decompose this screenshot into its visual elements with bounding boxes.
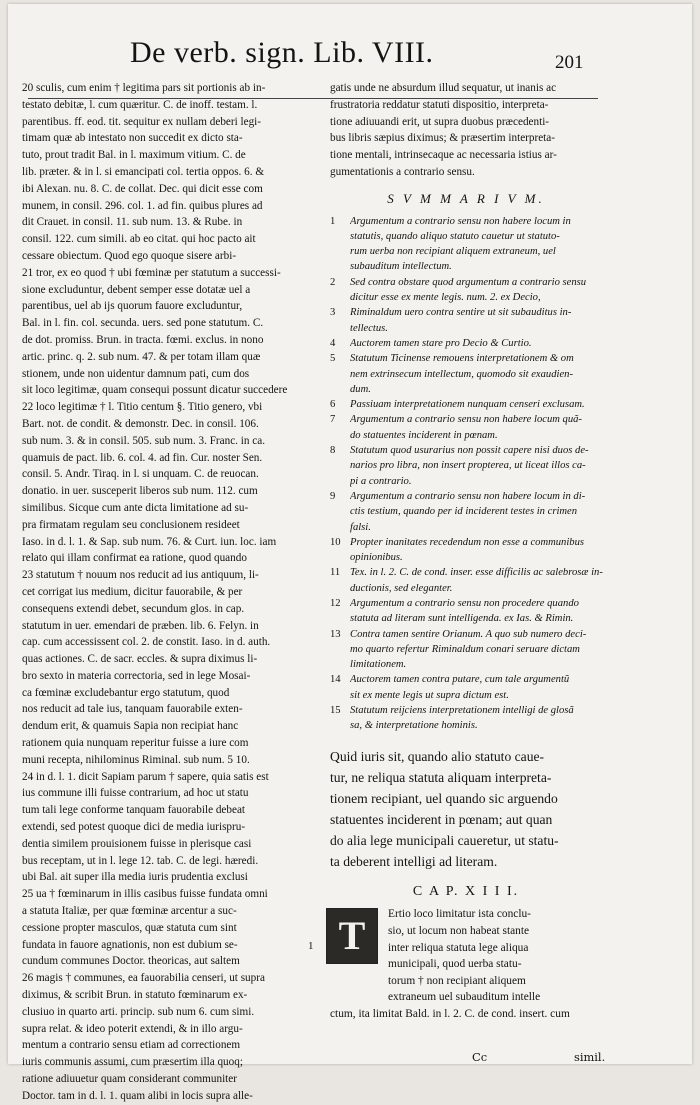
text-line: tellectus.: [350, 322, 388, 334]
summarium-item: [330, 214, 602, 275]
text-line: muni recepta, nihilominus Riminal. sub num. 5 10.: [22, 753, 250, 766]
summarium-number: 1: [330, 215, 336, 227]
text-line: 26 magis † communes, ea fauorabilia censeri, ut supra: [22, 972, 265, 985]
summarium-text: [350, 443, 589, 489]
text-line: ca fœminæ excludebantur ergo statutum, quod: [22, 686, 230, 699]
text-line: rationem quia nunquam reperitur fuisse a iure com: [22, 737, 249, 750]
text-line: bus receptam, ut in l. lege 12. tab. C. de legi. hæredi.: [22, 854, 259, 867]
text-line: tione mentali, intrinsecaque ac necessaria istius ar-: [330, 149, 557, 162]
text-line: tur, ne reliqua statuta aliquam interpreta-: [330, 769, 552, 785]
text-line: 21 tror, ex eo quod † ubi fœminæ per statutum a successi-: [22, 266, 281, 279]
summarium-item: [330, 565, 602, 596]
text-line: cundum communes Doctor. theoricas, aut saltem: [22, 955, 240, 968]
text-line: clusiuo in quarto arti. princip. sub num 6. cum simi.: [22, 1005, 255, 1018]
summarium-item: [330, 535, 602, 566]
text-line: consil. 122. cum simili. ab eo citat. qui hoc pacto ait: [22, 233, 256, 246]
text-line: subauditum intellectum.: [350, 261, 452, 273]
text-line: supra relat. & ideo poterit extendi, & in illo argu-: [22, 1022, 243, 1035]
summarium-text: [350, 565, 603, 596]
text-line: Argumentum a contrario sensu non habere locum in di-: [350, 490, 586, 502]
text-line: ta deberent intelligi ad literam.: [330, 853, 498, 869]
summarium-number: 14: [330, 674, 341, 686]
summarium-text: [350, 412, 582, 443]
text-line: ductionis, sed eleganter.: [350, 582, 453, 594]
text-line: Iaso. in d. l. 1. & Sap. sub num. 76. & Curt. iun. loc. iam: [22, 535, 277, 548]
initial-letter: T: [338, 913, 366, 959]
text-line: fundata in fauore agnationis, non est dubium se-: [22, 938, 238, 951]
summarium-number: 10: [330, 536, 341, 548]
summarium-number: 4: [330, 337, 336, 349]
summarium-number: 12: [330, 598, 341, 609]
text-line: pra firmatam regulam seu conclusionem resideet: [22, 518, 240, 531]
text-line: tionem recipiant, uel quando sic arguendo: [330, 790, 558, 806]
text-line: cet corrigat ius medium, dicitur fauorabile, & per: [22, 585, 243, 598]
text-line: timam quæ ab intestato non succedit ex dicto sta-: [22, 132, 243, 145]
text-line: similibus. Sicque cum ante dicta limitatione ad su-: [22, 501, 249, 514]
text-line: iuris communis assumi, cum præsertim illa quoq;: [22, 1056, 243, 1069]
text-line: sit ex mente legis ut supra dictum est.: [350, 689, 509, 701]
text-line: Sed contra obstare quod argumentum a contrario sensu: [350, 276, 587, 288]
text-line: cessare obiectum. Quod ego quoque sisere arbi-: [22, 249, 237, 262]
summarium-title: S V M M A R I V M.: [387, 190, 545, 206]
summarium-item: [330, 275, 602, 306]
marginal-number: 1: [308, 940, 314, 953]
text-line: falsi.: [350, 521, 371, 533]
question-paragraph: [330, 746, 602, 872]
text-line: Statutum reijciens interpretationem intelligi de glosã: [350, 705, 574, 717]
text-line: ius commune illi fuisse contrarium, ad hoc ut statu: [22, 787, 249, 800]
text-line: 22 loco legitimæ † l. Titio centum §. Titio genero, vbi: [22, 401, 263, 414]
text-line: narios pro libra, non insert propterea, ut liceat illos ca-: [350, 460, 586, 472]
summarium-text: [350, 397, 585, 412]
text-line: Argumentum a contrario sensu non habere locum in: [350, 215, 571, 227]
book-page: [8, 4, 692, 1102]
summarium-text: [350, 627, 586, 673]
text-line: relato qui illam confirmat ea ratione, quod quando: [22, 552, 247, 565]
ornamental-initial: [326, 908, 378, 964]
text-line: dum.: [350, 383, 371, 395]
summarium-number: 13: [330, 628, 341, 640]
text-line: Passiuam interpretationem nunquam censeri exclusam.: [350, 399, 585, 411]
text-line: a statuta Italiæ, per quæ fœminæ arcentur a suc-: [22, 905, 237, 918]
text-line: quamuis de pact. lib. 6. col. 4. ad fin. Cur. noster Sen.: [22, 451, 263, 464]
text-line: nos reducit ad tale ius, tanquam fauorabile exten-: [22, 703, 243, 716]
text-line: parentibus. ff. eod. tit. sequitur ex nullam deberi legi-: [22, 115, 262, 128]
summarium-item: [330, 703, 602, 734]
text-line: quas actiones. C. de sacr. eccles. & supra diximus li-: [22, 653, 258, 666]
summarium-text: [350, 596, 579, 627]
text-line: testato debitæ, l. cum quæritur. C. de inoff. testam. l.: [22, 98, 258, 111]
text-line: artic. princ. q. 2. sub num. 47. & per totam illam quæ: [22, 350, 261, 363]
summarium-text: [350, 305, 571, 336]
text-line: consequens extendi debet, secundum glos. in cap.: [22, 602, 245, 615]
text-line: extraneum uel subauditum intelle: [388, 991, 541, 1004]
summarium-item: [330, 351, 602, 397]
text-line: parentibus, uel ab ijs quorum fauore excluduntur,: [22, 300, 243, 313]
text-line: tuto, prout tradit Bal. in l. maximum vitium. C. de: [22, 149, 246, 162]
catchword: simil.: [574, 1050, 606, 1064]
text-line: Auctorem tamen contra putare, cum tale argumentũ: [350, 674, 570, 686]
left-column: [22, 80, 324, 1105]
summarium-text: [350, 672, 569, 703]
text-line: municipali, quod uerba statu-: [388, 958, 522, 971]
text-line: dentia similem prouisionem fuisse in plerisque casi: [22, 837, 252, 850]
text-line: 23 statutum † nouum nos reducit ad ius antiquum, li-: [22, 569, 259, 582]
text-line: lib. præter. & in l. si emancipati col. tertia oppos. 6. &: [22, 165, 265, 178]
summarium-item: [330, 596, 602, 627]
text-line: sit loco legitimæ, quam consequi possunt dicatur succedere: [22, 384, 288, 397]
text-line: ctum, ita limitat Bald. in l. 2. C. de cond. insert. cum: [330, 1008, 570, 1021]
summarium-number: 3: [330, 307, 336, 319]
text-line: Riminaldum uero contra sentire ut sit subauditus in-: [350, 307, 572, 319]
text-line: sa, & interpretatione hominis.: [350, 720, 478, 732]
text-line: torum † non recipiant aliquem: [388, 974, 526, 987]
text-line: dit Crauet. in consil. 11. sub num. 13. & Rube. in: [22, 216, 243, 229]
text-line: statutis, quando aliquo statuto cauetur ut statuto-: [350, 230, 560, 242]
text-line: Ertio loco limitatur ista conclu-: [388, 908, 531, 921]
summarium-number: 5: [330, 353, 336, 365]
text-line: sio, ut locum non habeat stante: [388, 925, 530, 938]
summarium-item: [330, 672, 602, 703]
summarium-list: [330, 214, 602, 734]
text-line: mentum a contrario sensu etiam ad correctionem: [22, 1039, 241, 1052]
folio-number: 201: [555, 52, 584, 73]
text-line: de dot. promiss. Brun. in tracta. fœmi. exclus. in nono: [22, 333, 264, 346]
text-line: 20 sculis, cum enim † legitima pars sit portionis ab in-: [22, 82, 266, 94]
text-line: gatis unde ne absurdum illud sequatur, ut inanis ac: [330, 82, 557, 94]
text-line: ratione adiuuetur quam considerant communiter: [22, 1073, 237, 1086]
right-column-intro: [330, 80, 602, 181]
summarium-number: 8: [330, 445, 336, 457]
text-line: inter reliqua statuta lege aliqua: [388, 941, 529, 954]
text-line: sione excluduntur, debent semper esse dotatæ uel a: [22, 283, 251, 296]
text-line: mo quarto refertur Riminaldum conari seruare dictam: [350, 643, 580, 655]
text-line: statutum in uer. emendari de præben. lib. 6. Felyn. in: [22, 619, 259, 632]
summarium-item: [330, 397, 602, 412]
text-line: Statutum quod usurarius non possit capere nisi duos de-: [350, 445, 589, 457]
text-line: tione adiuuandi erit, ut supra duobus præcedenti-: [330, 115, 550, 128]
text-line: do alia lege municipali caueretur, ut statu-: [330, 832, 559, 848]
text-line: donatio. in uer. susceperit liberos sub num. 112. cum: [22, 485, 258, 498]
summarium-text: [350, 489, 585, 535]
text-line: Doctor. tam in d. l. 1. quam alibi in locis supra alle-: [22, 1089, 253, 1102]
text-line: Argumentum a contrario sensu non procedere quando: [350, 598, 579, 609]
summarium-item: [330, 305, 602, 336]
page-header: [8, 28, 692, 76]
summarium-number: 7: [330, 414, 336, 426]
text-line: nem extrinsecum intellectum, quomodo sit exaudien-: [350, 368, 573, 380]
text-line: sub num. 3. & in consil. 505. sub num. 3. Franc. in ca.: [22, 434, 266, 447]
text-line: munem, in consil. 296. col. 1. ad fin. quibus plures ad: [22, 199, 263, 212]
text-line: dicitur esse ex mente legis. num. 2. ex Decio,: [350, 292, 541, 304]
text-line: Bart. not. de condit. & demonstr. Dec. in consil. 106.: [22, 417, 259, 430]
text-line: Quid iuris sit, quando alio statuto caue-: [330, 748, 545, 764]
text-line: ibi Alexan. nu. 8. C. de collat. Dec. qui dicit esse com: [22, 182, 263, 195]
summarium-text: [350, 214, 571, 275]
summarium-text: [350, 275, 586, 306]
text-line: statuta ad literam sunt intelligenda. ex Ias. & Rimin.: [350, 613, 574, 625]
summarium-item: [330, 489, 602, 535]
text-line: frustratoria reddatur statuti dispositio, interpreta-: [330, 98, 549, 111]
summarium-number: 9: [330, 490, 336, 502]
text-line: ubi Bal. ait super illa media iuris prudentia exclusi: [22, 871, 248, 884]
text-line: bro sexto in materia correctoria, sed in lege Mosai-: [22, 669, 251, 682]
chapter-title: C A P. X I I I.: [412, 883, 520, 899]
text-line: Bal. in l. fin. col. secunda. uers. sed pone statutum. C.: [22, 317, 264, 330]
text-line: pi a contrario.: [350, 475, 412, 487]
text-line: dendum erit, & quamuis Sapia non recipiat hanc: [22, 720, 239, 733]
text-line: do statuentes inciderent in pœnam.: [350, 429, 498, 441]
text-line: cessione propter masculos, quæ statuta cum sint: [22, 921, 237, 934]
text-line: diximus, & scribit Brun. in statuto fœminarum ex-: [22, 989, 248, 1002]
text-line: 24 in d. l. 1. dicit Sapiam parum † sapere, quia satis est: [22, 770, 269, 783]
text-line: opinionibus.: [350, 552, 403, 564]
signature-mark: Cc: [472, 1050, 488, 1064]
summarium-text: [350, 336, 532, 351]
summarium-number: 6: [330, 399, 336, 411]
text-line: ctis testium, quando per id inciderent testes in crimen: [350, 506, 578, 518]
text-line: 25 ua † fœminarum in illis casibus fuisse fundata omni: [22, 888, 268, 901]
summarium-text: [350, 703, 574, 734]
text-line: rum uerba non recipiant aliquem extraneum, uel: [350, 246, 556, 258]
text-line: Contra tamen sentire Orianum. A quo sub numero deci-: [350, 628, 587, 640]
text-line: cap. cum accessissent col. 2. de constit. Iaso. in d. auth.: [22, 636, 271, 649]
running-title: De verb. sign. Lib. VIII.: [130, 36, 434, 69]
text-line: Statutum Ticinense remouens interpretationem & om: [350, 353, 574, 365]
text-line: gumentationis a contrario sensu.: [330, 165, 475, 178]
summarium-text: [350, 351, 574, 397]
text-line: stionem, unde non uidentur damnum pati, cum dos: [22, 367, 250, 380]
text-line: statuentes inciderent in pœnam; aut quan: [330, 811, 553, 827]
summarium-item: [330, 336, 602, 351]
text-line: Auctorem tamen stare pro Decio & Curtio.: [350, 337, 532, 349]
text-line: Tex. in l. 2. C. de cond. inser. esse difficilis ac salebrosæ in-: [350, 567, 603, 579]
summarium-number: 11: [330, 567, 341, 579]
summarium-text: [350, 535, 584, 566]
summarium-number: 15: [330, 705, 341, 717]
summarium-item: [330, 443, 602, 489]
text-line: bus libris sæpius diximus; & præsertim interpreta-: [330, 132, 555, 145]
summarium-item: [330, 627, 602, 673]
text-line: consil. 5. Andr. Tiraq. in l. si unquam. C. de reuocan.: [22, 468, 259, 481]
text-line: Propter inanitates recedendum non esse a communibus: [350, 536, 585, 548]
text-line: tum tali lege conforme tanquam fauorabile debeat: [22, 804, 246, 817]
summarium-item: [330, 412, 602, 443]
summarium-number: 2: [330, 276, 336, 288]
text-line: limitationem.: [350, 659, 407, 671]
chapter-body: [308, 906, 602, 1022]
right-column: [308, 80, 603, 1023]
text-line: extendi, sed potest quoque dici de media iurispru-: [22, 821, 246, 834]
text-line: Argumentum a contrario sensu non habere locum quã-: [350, 414, 582, 426]
